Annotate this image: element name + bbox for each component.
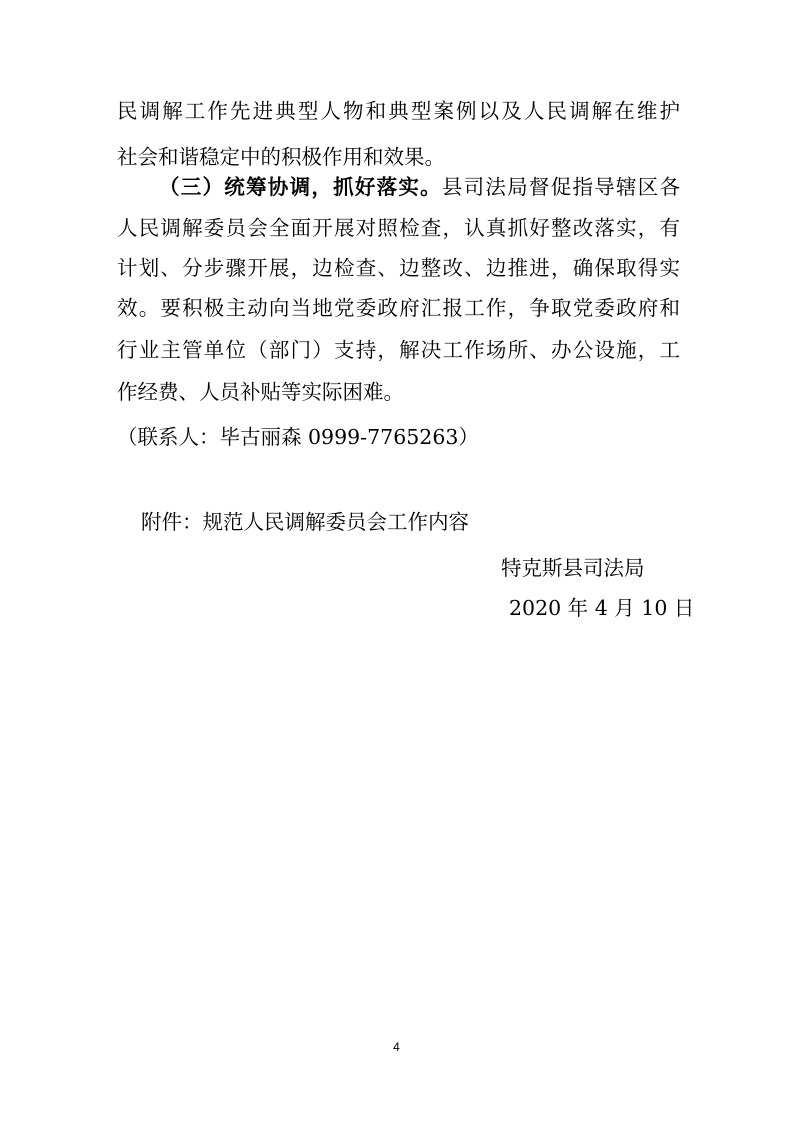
paragraph-line: 计划、分步骤开展，边检查、边整改、边推进，确保取得实: [117, 256, 680, 280]
paragraph-line: 人民调解委员会全面开展对照检查，认真抓好整改落实，有: [117, 216, 680, 240]
attachment-note: 附件：规范人民调解委员会工作内容: [141, 510, 469, 534]
paragraph-line: 效。要积极主动向当地党委政府汇报工作，争取党委政府和: [117, 296, 680, 320]
paragraph-line: 社会和谐稳定中的积极作用和效果。: [117, 145, 445, 169]
page-number: 4: [393, 1040, 400, 1054]
section-3-first-line: [159, 173, 680, 201]
paragraph-line: 行业主管单位（部门）支持，解决工作场所、办公设施，工: [117, 338, 680, 362]
paragraph-line: 作经费、人员补贴等实际困难。: [117, 380, 404, 404]
paragraph-line: 民调解工作先进典型人物和典型案例以及人民调解在维护: [117, 99, 680, 123]
signature-org: 特克斯县司法局: [501, 556, 645, 580]
signature-date: 2020 年 4 月 10 日: [509, 596, 695, 620]
section-3-heading: （三）统筹协调，抓好落实。: [159, 175, 442, 199]
section-3-text: 县司法局督促指导辖区各: [441, 175, 680, 199]
contact-info: （联系人：毕古丽森 0999-7765263）: [117, 425, 479, 449]
